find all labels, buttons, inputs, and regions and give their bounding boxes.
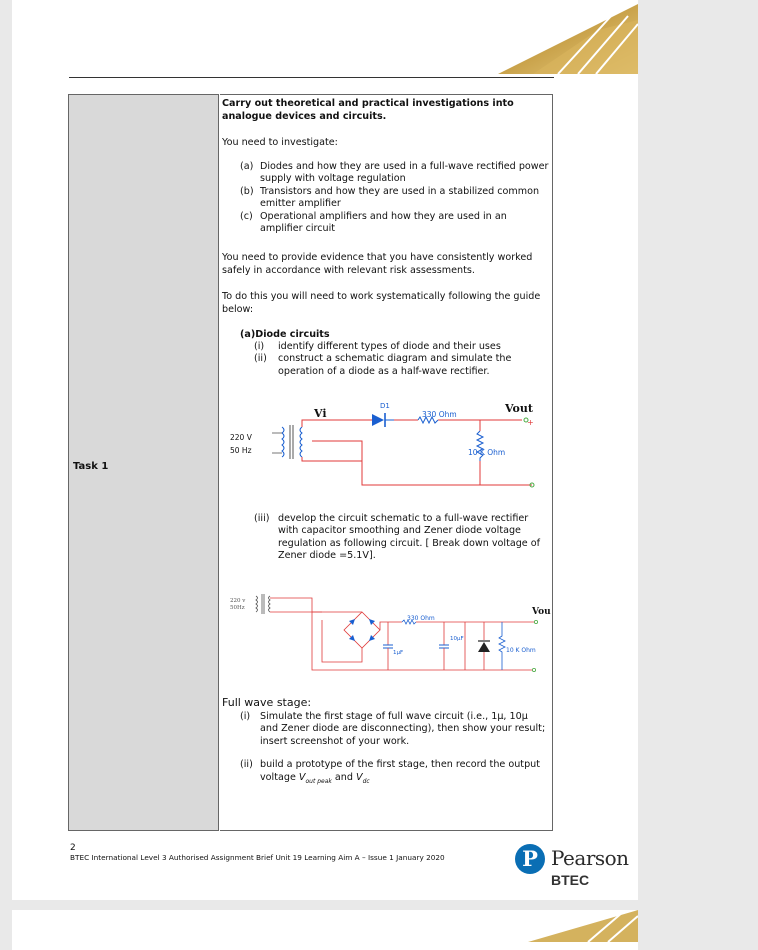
list-item: (c) Operational amplifiers and how they are used in an amplifier circuit <box>240 210 507 235</box>
source-voltage-label: 220 V <box>230 433 252 442</box>
header-rule <box>69 77 554 78</box>
full-wave-title: Full wave stage: <box>222 696 312 709</box>
list-item: (i) Simulate the first stage of full wave circuit (i.e., 1µ, 10µ and Zener diode are disconnecting), then show your result; insert screenshot of your work. <box>240 711 546 747</box>
guide-paragraph: To do this you will need to work systematically following the guide below: <box>222 291 541 315</box>
evidence-paragraph: You need to provide evidence that you have consistently worked safely in accordance with relevant risk assessments. <box>222 252 533 276</box>
transformer-icon <box>256 594 270 614</box>
bridge-rectifier-icon <box>344 612 380 648</box>
d1-label: D1 <box>380 402 390 410</box>
capacitor-2-icon <box>439 622 449 670</box>
list-item: (i) identify different types of diode and their uses <box>254 341 501 352</box>
list-item: (iii) develop the circuit schematic to a full-wave rectifier with capacitor smoothing and Zener diode voltage regulation as following circuit. [ Break down voltage of Zener diode =5.1V]. <box>254 513 541 562</box>
task-content-cell <box>220 94 553 831</box>
r1-label: 330 Ohm <box>422 410 457 419</box>
source-frequency-label: 50Hz <box>230 605 245 611</box>
load-label: 10 K Ohm <box>468 448 506 457</box>
list-item: (a) Diodes and how they are used in a full-wave rectified power supply with voltage regulation <box>240 161 549 185</box>
vi-label: Vi <box>314 407 327 420</box>
pearson-brand: Pearson <box>551 846 629 870</box>
full-wave-rectifier-circuit <box>222 590 552 690</box>
load-label: 10 K Ohm <box>506 647 536 654</box>
document-page <box>12 0 638 900</box>
gold-banner-graphic <box>438 910 638 942</box>
diode-list-cont <box>254 513 548 563</box>
full-wave-list <box>240 711 548 788</box>
c1-label: 1µF <box>393 650 404 656</box>
task-heading: Carry out theoretical and practical investigations into analogue devices and circuits. <box>222 98 514 122</box>
ground-node <box>532 668 535 671</box>
zener-diode-icon <box>478 622 490 670</box>
list-item: (ii) build a prototype of the first stage, then record the output voltage $V_{out peak}$ and $V_{dc}$ <box>240 759 540 785</box>
pearson-p-icon: P <box>515 844 545 874</box>
diode-heading: (a)Diode circuits <box>240 329 330 340</box>
vout-label: Vout <box>505 402 533 415</box>
capacitor-1-icon <box>383 622 393 670</box>
half-wave-rectifier-circuit <box>222 397 550 497</box>
next-page <box>12 910 638 950</box>
btec-brand: BTEC <box>551 872 590 888</box>
investigate-label: You need to investigate: <box>222 137 338 148</box>
output-node <box>534 620 537 623</box>
source-voltage-label: 220 v <box>230 598 246 604</box>
task-label-cell <box>68 94 219 831</box>
vout-label: Vou <box>532 607 551 617</box>
gold-banner-graphic <box>438 0 638 74</box>
r1-label: 330 Ohm <box>407 615 435 622</box>
list-item: (ii) construct a schematic diagram and simulate the operation of a diode as a half-wave rectifier. <box>254 353 512 377</box>
transformer-icon <box>272 425 302 459</box>
investigate-list <box>240 161 550 235</box>
plus-label: + <box>527 418 534 427</box>
task-label: Task 1 <box>73 461 109 472</box>
diode-list <box>254 341 544 378</box>
list-item: (b) Transistors and how they are used in a stabilized common emitter amplifier <box>240 185 540 210</box>
source-frequency-label: 50 Hz <box>230 446 252 455</box>
pearson-logo <box>515 844 645 894</box>
c2-label: 10µF <box>450 636 464 642</box>
footer-text: BTEC International Level 3 Authorised Assignment Brief Unit 19 Learning Aim A – Issue 1 January 2020 <box>70 853 445 862</box>
diode-icon <box>372 413 394 427</box>
page-number: 2 <box>70 843 76 853</box>
load-resistor-icon <box>499 622 505 670</box>
